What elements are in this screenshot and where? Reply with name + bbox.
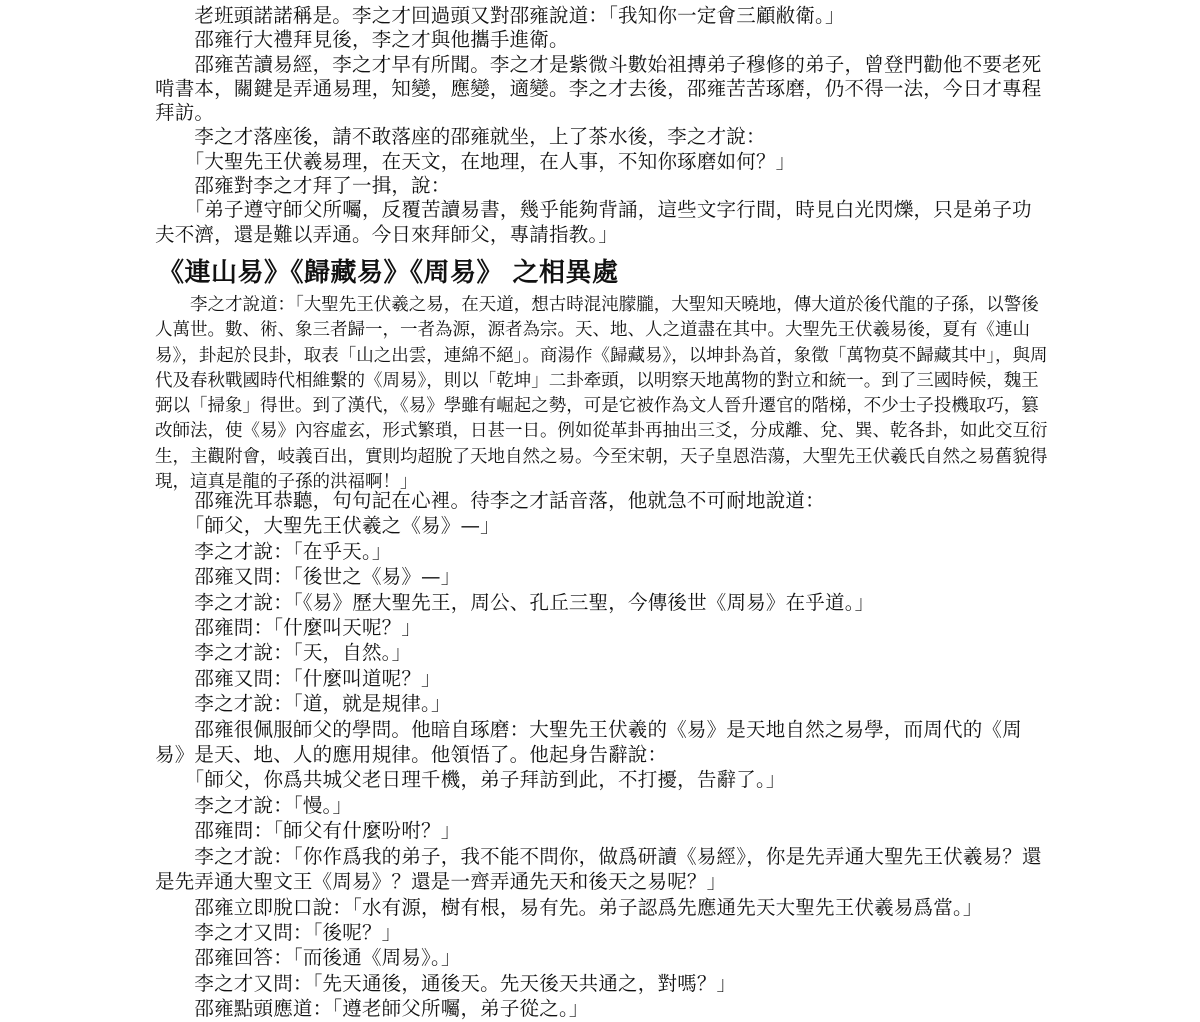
paragraph: 邵雍又問：「什麼叫道呢？」 bbox=[155, 666, 441, 690]
paragraph: 邵雍問：「師父有什麼吩咐？」 bbox=[155, 819, 461, 843]
paragraph: 邵雍立即脫口說：「水有源，樹有根，易有先。弟子認爲先應通先天大聖先王伏羲易爲當。」 bbox=[155, 895, 983, 919]
paragraph: 李之才又問：「後呢？」 bbox=[155, 920, 402, 944]
section-heading: 《連山易》《歸藏易》《周易》 之相異處 bbox=[158, 258, 619, 288]
paragraph: 邵雍行大禮拜見後，李之才與他攜手進衛。 bbox=[155, 28, 569, 52]
paragraph: 李之才說道：「大聖先王伏羲之易，在天道，想古時混沌朦朧，大聖知天曉地，傳大道於後代龍的子孫，以警後人萬世。數、術、象三者歸一，一者為源，源者為宗。天、地、人之道盡在其中。大聖先王伏羲易後，夏有《連山易》，卦起於艮卦，取表「山之出雲，連綿不絕」。商湯作《歸藏易》，以坤卦為首，象徵「萬物莫不歸藏其中」，與周代及春秋戰國時代相維繫的《周易》，則以「乾坤」二卦牽頭，以明察天地萬物的對立和統一。到了三國時候，魏王弼以「掃象」得世。到了漢代，《易》學雖有崛起之勢，可是它被作為文人晉升遷官的階梯，不少士子投機取巧，篡改師法，使《易》內容虛玄，形式繁瑣，日甚一日。例如從革卦再抽出三爻，分成離、兌、巽、乾各卦，如此交互衍生，主觀附會，岐義百出，實則均超脫了天地自然之易。今至宋朝，天子皇恩浩蕩，大聖先王伏羲氏自然之易舊貌得現，這真是龍的子孫的洪福啊！」 bbox=[155, 295, 1048, 493]
paragraph: 老班頭諾諾稱是。李之才回過頭又對邵雍說道：「我知你一定會三顧敝衛。」 bbox=[155, 4, 845, 27]
dialogue-section bbox=[155, 488, 1050, 1022]
paragraph: 「師父，你爲共城父老日理千機，弟子拜訪到此，不打擾，告辭了。」 bbox=[155, 768, 786, 792]
quoted-passage bbox=[155, 293, 1050, 495]
paragraph: 邵雍很佩服師父的學問。他暗自琢磨：大聖先王伏羲的《易》是天地自然之易學，而周代的《周易》是天、地、人的應用規律。他領悟了。他起身告辭說： bbox=[155, 717, 1022, 767]
paragraph: 李之才落座後，請不敢落座的邵雍就坐，上了茶水後，李之才說： bbox=[155, 125, 766, 149]
paragraph: 李之才又問：「先天通後，通後天。先天後天共通之，對嗎？」 bbox=[155, 971, 737, 995]
paragraph: 邵雍苦讀易經，李之才早有所聞。李之才是紫微斗數始祖摶弟子穆修的弟子，曾登門勸他不要老死啃書本，關鍵是弄通易理，知變，應變，適變。李之才去後，邵雍苦苦琢磨，仍不得一法，今日才專程拜訪。 bbox=[155, 52, 1042, 125]
narrative-section-top bbox=[155, 4, 1050, 247]
paragraph: 李之才說：「你作爲我的弟子，我不能不問你，做爲研讀《易經》，你是先弄通大聖先王伏羲易？還是先弄通大聖文王《周易》？還是一齊弄通先天和後天之易呢？」 bbox=[155, 844, 1042, 894]
paragraph: 李之才說：「慢。」 bbox=[155, 793, 353, 817]
paragraph: 「大聖先王伏羲易理，在天文，在地理，在人事，不知你琢磨如何？」 bbox=[155, 149, 796, 173]
paragraph: 邵雍對李之才拜了一揖，說： bbox=[155, 174, 451, 198]
paragraph: 邵雍回答：「而後通《周易》。」 bbox=[155, 946, 461, 970]
paragraph: 李之才說：「天，自然。」 bbox=[155, 641, 412, 665]
paragraph: 邵雍點頭應道：「遵老師父所囑，弟子從之。」 bbox=[155, 997, 589, 1021]
paragraph: 「師父，大聖先王伏羲之《易》—」 bbox=[155, 514, 500, 538]
paragraph: 「弟子遵守師父所囑，反覆苦讀易書，幾乎能夠背誦，這些文字行間，時見白光閃爍，只是弟子功夫不濟，還是難以弄通。今日來拜師父，專請指教。」 bbox=[155, 198, 1032, 246]
paragraph: 李之才說：「《易》歷大聖先王，周公、孔丘三聖，今傳後世《周易》在乎道。」 bbox=[155, 590, 875, 614]
paragraph: 邵雍問：「什麼叫天呢？」 bbox=[155, 616, 422, 640]
paragraph: 邵雍洗耳恭聽，句句記在心裡。待李之才話音落，他就急不可耐地說道： bbox=[155, 489, 825, 512]
paragraph: 李之才說：「在乎天。」 bbox=[155, 539, 392, 563]
paragraph: 李之才說：「道，就是規律。」 bbox=[155, 692, 451, 716]
paragraph: 邵雍又問：「後世之《易》—」 bbox=[155, 565, 461, 589]
